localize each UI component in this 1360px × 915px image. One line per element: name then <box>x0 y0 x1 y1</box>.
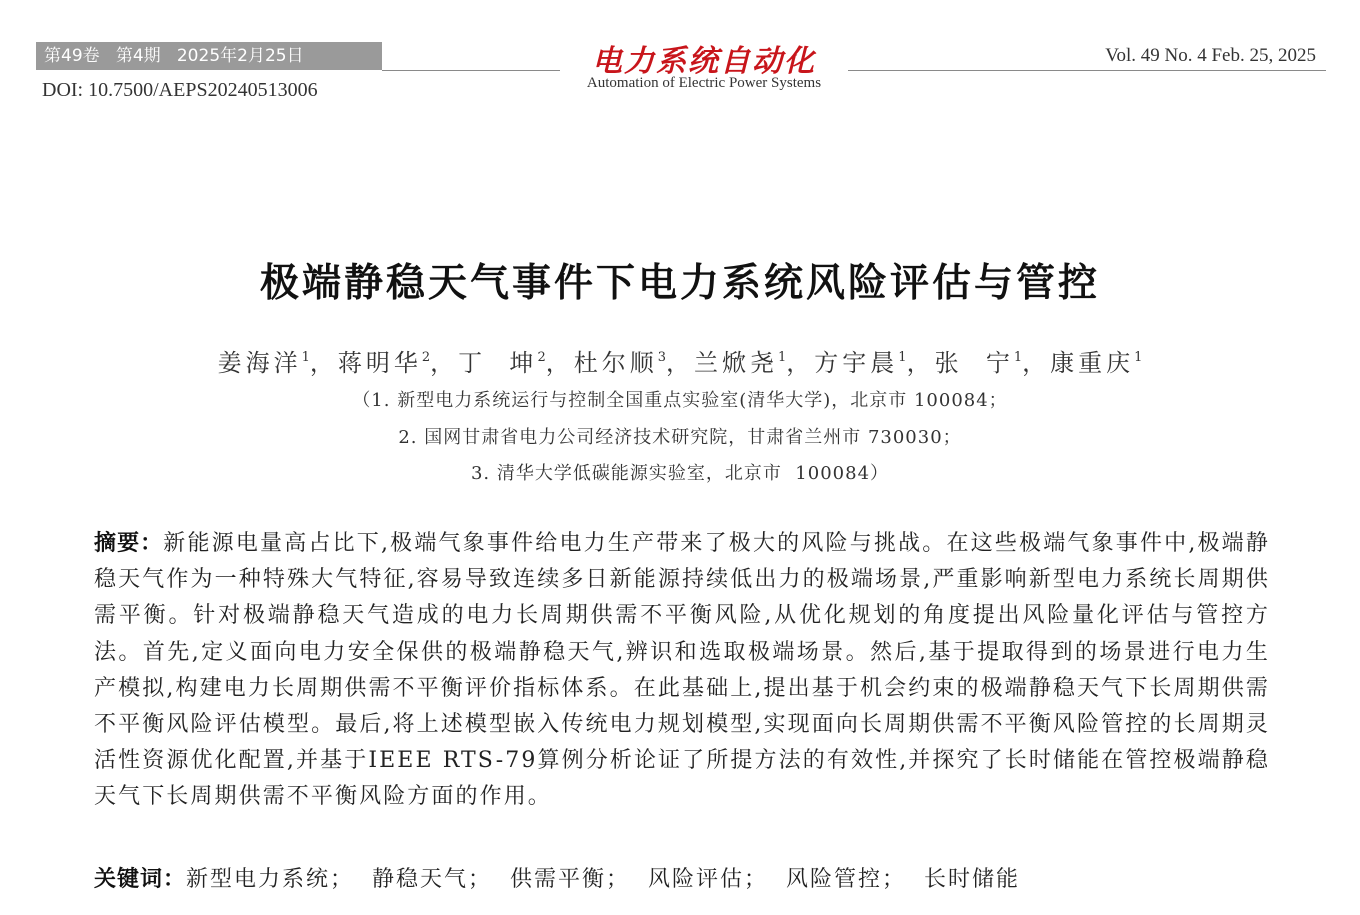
abstract-paragraph <box>94 526 1270 816</box>
journal-logo-chinese: 电力系统自动化 <box>592 44 816 79</box>
author-name: 杜尔顺 <box>573 349 658 377</box>
keywords-text: 新型电力系统； 静稳天气； 供需平衡； 风险评估； 风险管控； 长时储能 <box>186 867 1020 892</box>
author-name: 兰焮尧 <box>694 349 778 377</box>
author-affiliation-mark: 1 <box>301 350 310 365</box>
keywords-label: 关键词： <box>94 867 187 892</box>
author-separator: ， <box>786 349 815 377</box>
affiliation-2: 2. 国网甘肃省电力公司经济技术研究院，甘肃省兰州市 730030； <box>398 427 962 448</box>
author-name: 丁 坤 <box>458 349 538 377</box>
header-rule-left <box>382 70 560 71</box>
author-affiliation-mark: 3 <box>657 350 666 365</box>
author-separator: ， <box>309 349 338 377</box>
author-name: 康重庆 <box>1050 349 1135 377</box>
affiliation-3: 3. 清华大学低碳能源实验室，北京市 100084） <box>470 463 890 484</box>
author-separator: ， <box>430 349 459 377</box>
author-separator: ， <box>906 349 935 377</box>
author-affiliation-mark: 1 <box>1013 350 1023 365</box>
author-separator: ， <box>545 349 574 377</box>
issue-info-bar: 第49卷 第4期 2025年2月25日 <box>36 42 382 70</box>
author-list <box>0 343 1360 378</box>
header-rule-right <box>848 70 1326 71</box>
author-separator: ， <box>666 349 694 377</box>
author-name: 姜海洋 <box>217 349 302 377</box>
abstract-label: 摘要： <box>94 531 164 556</box>
abstract-text: 新能源电量高占比下,极端气象事件给电力生产带来了极大的风险与挑战。在这些极端气象事件中,极端静稳天气作为一种特殊大气特征,容易导致连续多日新能源持续低出力的极端场景,严重影响新型电力系统长周期供需平衡。针对极端静稳天气造成的电力长周期供需不平衡风险,从优化规划的角度提出风险量化评估与管控方法。首先,定义面向电力安全保供的极端静稳天气,辨识和选取极端场景。然后,基于提取得到的场景进行电力生产模拟,构建电力长周期供需不平衡评价指标体系。在此基础上,提出基于机会约束的极端静稳天气下长周期供需不平衡风险评估模型。最后,将上述模型嵌入传统电力规划模型,实现面向长周期供需不平衡风险管控的长周期灵活性资源优化配置,并基于IEEE RTS-79算例分析论证了所提方法的有效性,并探究了长时储能在管控极端静稳天气下长周期供需不平衡风险方面的作用。 <box>94 531 1270 810</box>
affiliation-1: （1. 新型电力系统运行与控制全国重点实验室(清华大学)，北京市 100084； <box>352 390 1008 411</box>
author-name: 张 宁 <box>934 349 1014 377</box>
keywords-line <box>94 862 1270 893</box>
volume-info: Vol. 49 No. 4 Feb. 25, 2025 <box>1105 45 1316 66</box>
author-separator: ， <box>1022 349 1051 377</box>
author-affiliation-mark: 2 <box>421 350 431 365</box>
author-name: 蒋明华 <box>337 349 422 377</box>
author-affiliation-mark: 1 <box>1134 350 1143 365</box>
author-affiliation-mark: 1 <box>778 350 787 365</box>
journal-name-english: Automation of Electric Power Systems <box>586 75 822 91</box>
author-affiliation-mark: 1 <box>898 350 907 365</box>
paper-title: 极端静稳天气事件下电力系统风险评估与管控 <box>259 261 1100 306</box>
doi-link[interactable]: DOI: 10.7500/AEPS20240513006 <box>42 79 318 101</box>
author-affiliation-mark: 2 <box>537 350 546 365</box>
author-name: 方宇晨 <box>814 349 899 377</box>
